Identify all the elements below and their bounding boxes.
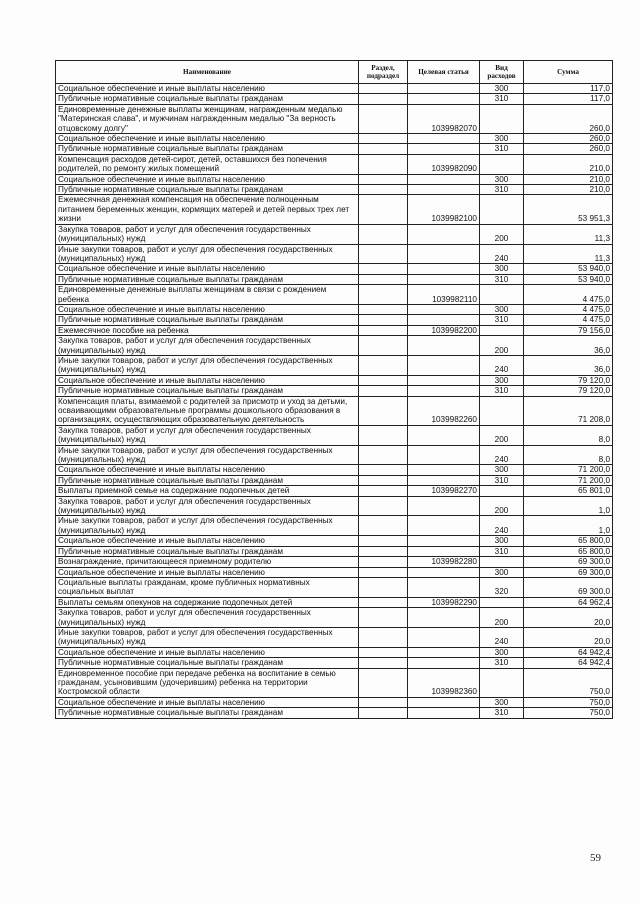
cell-sum: 750,0 <box>524 708 613 718</box>
cell-target <box>408 658 480 668</box>
header-sum: Сумма <box>524 61 613 84</box>
table-row <box>56 516 613 536</box>
table-row <box>56 557 613 567</box>
cell-name: Иные закупки товаров, работ и услуг для обеспечения государственных (муниципальных) нужд <box>56 627 359 647</box>
cell-section <box>359 264 408 274</box>
cell-sum: 210,0 <box>524 174 613 184</box>
cell-name: Компенсация платы, взимаемой с родителей за присмотр и уход за детьми, осваивающими образовательные программы дошкольного образования в организациях, осуществляющих образовательную деятельность <box>56 396 359 425</box>
cell-section <box>359 325 408 335</box>
cell-name: Социальное обеспечение и иные выплаты населению <box>56 134 359 144</box>
cell-type: 310 <box>480 274 524 284</box>
cell-sum: 65 800,0 <box>524 546 613 556</box>
cell-type: 240 <box>480 627 524 647</box>
table-body <box>56 84 613 719</box>
cell-section <box>359 465 408 475</box>
cell-name: Закупка товаров, работ и услуг для обеспечения государственных (муниципальных) нужд <box>56 608 359 628</box>
cell-name: Иные закупки товаров, работ и услуг для обеспечения государственных (муниципальных) нужд <box>56 516 359 536</box>
cell-type: 300 <box>480 304 524 314</box>
cell-sum: 69 300,0 <box>524 577 613 597</box>
cell-target <box>408 375 480 385</box>
cell-type <box>480 285 524 305</box>
cell-section <box>359 104 408 133</box>
table-row <box>56 84 613 94</box>
cell-target <box>408 94 480 104</box>
cell-section <box>359 627 408 647</box>
cell-name: Публичные нормативные социальные выплаты гражданам <box>56 658 359 668</box>
cell-target <box>408 496 480 516</box>
cell-type: 240 <box>480 516 524 536</box>
table-row <box>56 396 613 425</box>
cell-target <box>408 516 480 536</box>
cell-name: Закупка товаров, работ и услуг для обеспечения государственных (муниципальных) нужд <box>56 224 359 244</box>
cell-name: Социальные выплаты гражданам, кроме публичных нормативных социальных выплат <box>56 577 359 597</box>
cell-name: Социальное обеспечение и иные выплаты населению <box>56 174 359 184</box>
cell-sum: 65 801,0 <box>524 486 613 496</box>
cell-section <box>359 386 408 396</box>
cell-name: Социальное обеспечение и иные выплаты населению <box>56 536 359 546</box>
cell-sum: 69 300,0 <box>524 557 613 567</box>
cell-target: 1039982070 <box>408 104 480 133</box>
cell-name: Публичные нормативные социальные выплаты гражданам <box>56 386 359 396</box>
cell-sum: 260,0 <box>524 144 613 154</box>
cell-target <box>408 697 480 707</box>
cell-name: Иные закупки товаров, работ и услуг для обеспечения государственных (муниципальных) нужд <box>56 355 359 375</box>
cell-name: Публичные нормативные социальные выплаты гражданам <box>56 315 359 325</box>
cell-type <box>480 597 524 607</box>
cell-target <box>408 445 480 465</box>
cell-section <box>359 195 408 224</box>
table-row <box>56 668 613 697</box>
cell-target <box>408 577 480 597</box>
cell-sum: 210,0 <box>524 185 613 195</box>
cell-name: Социальное обеспечение и иные выплаты населению <box>56 465 359 475</box>
cell-type: 240 <box>480 445 524 465</box>
cell-section <box>359 134 408 144</box>
cell-target <box>408 647 480 657</box>
table-row <box>56 496 613 516</box>
table-row <box>56 195 613 224</box>
cell-sum: 64 942,4 <box>524 647 613 657</box>
cell-name: Социальное обеспечение и иные выплаты населению <box>56 264 359 274</box>
cell-section <box>359 647 408 657</box>
cell-type: 300 <box>480 567 524 577</box>
cell-type: 200 <box>480 608 524 628</box>
cell-name: Иные закупки товаров, работ и услуг для обеспечения государственных (муниципальных) нужд <box>56 445 359 465</box>
cell-sum: 8,0 <box>524 425 613 445</box>
cell-sum: 71 200,0 <box>524 465 613 475</box>
cell-target <box>408 185 480 195</box>
table-row <box>56 244 613 264</box>
table-row <box>56 536 613 546</box>
cell-section <box>359 274 408 284</box>
cell-sum: 71 208,0 <box>524 396 613 425</box>
cell-name: Публичные нормативные социальные выплаты гражданам <box>56 475 359 485</box>
cell-name: Ежемесячное пособие на ребенка <box>56 325 359 335</box>
cell-type <box>480 668 524 697</box>
table-row <box>56 144 613 154</box>
cell-type: 320 <box>480 577 524 597</box>
cell-name: Публичные нормативные социальные выплаты гражданам <box>56 144 359 154</box>
cell-name: Публичные нормативные социальные выплаты гражданам <box>56 185 359 195</box>
cell-sum: 750,0 <box>524 668 613 697</box>
header-type: Вид расходов <box>480 61 524 84</box>
cell-sum: 11,3 <box>524 244 613 264</box>
table-row <box>56 577 613 597</box>
cell-section <box>359 224 408 244</box>
cell-name: Закупка товаров, работ и услуг для обеспечения государственных (муниципальных) нужд <box>56 496 359 516</box>
cell-type: 240 <box>480 244 524 264</box>
cell-target <box>408 567 480 577</box>
cell-section <box>359 475 408 485</box>
cell-target <box>408 608 480 628</box>
cell-sum: 79 120,0 <box>524 375 613 385</box>
table-row <box>56 154 613 174</box>
cell-sum: 53 940,0 <box>524 264 613 274</box>
table-row <box>56 104 613 133</box>
cell-name: Единовременное пособие при передаче ребенка на воспитание в семью гражданам, усыновившим (удочерившим) ребенка на территории Костромской области <box>56 668 359 697</box>
cell-type: 300 <box>480 174 524 184</box>
table-row <box>56 264 613 274</box>
cell-sum: 210,0 <box>524 154 613 174</box>
table-row <box>56 224 613 244</box>
table-row <box>56 465 613 475</box>
cell-name: Социальное обеспечение и иные выплаты населению <box>56 647 359 657</box>
cell-target <box>408 627 480 647</box>
cell-type: 310 <box>480 475 524 485</box>
cell-name: Публичные нормативные социальные выплаты гражданам <box>56 708 359 718</box>
cell-target <box>408 336 480 356</box>
cell-sum: 64 962,4 <box>524 597 613 607</box>
table-row <box>56 658 613 668</box>
table-row <box>56 285 613 305</box>
cell-type: 200 <box>480 336 524 356</box>
cell-sum: 53 951,3 <box>524 195 613 224</box>
cell-target <box>408 386 480 396</box>
cell-section <box>359 608 408 628</box>
cell-section <box>359 185 408 195</box>
cell-section <box>359 174 408 184</box>
cell-target <box>408 425 480 445</box>
table-row <box>56 315 613 325</box>
header-target: Целевая статья <box>408 61 480 84</box>
cell-type <box>480 325 524 335</box>
cell-type <box>480 557 524 567</box>
cell-target: 1039982200 <box>408 325 480 335</box>
cell-target <box>408 708 480 718</box>
cell-section <box>359 304 408 314</box>
cell-name: Закупка товаров, работ и услуг для обеспечения государственных (муниципальных) нужд <box>56 425 359 445</box>
cell-section <box>359 567 408 577</box>
cell-section <box>359 546 408 556</box>
cell-type <box>480 104 524 133</box>
cell-name: Выплаты приемной семье на содержание подопечных детей <box>56 486 359 496</box>
cell-section <box>359 144 408 154</box>
cell-target <box>408 315 480 325</box>
cell-type: 310 <box>480 94 524 104</box>
table-row <box>56 608 613 628</box>
cell-target: 1039982280 <box>408 557 480 567</box>
cell-section <box>359 445 408 465</box>
cell-sum: 4 475,0 <box>524 304 613 314</box>
cell-target <box>408 84 480 94</box>
table-row <box>56 567 613 577</box>
cell-section <box>359 557 408 567</box>
table-row <box>56 355 613 375</box>
table-row <box>56 375 613 385</box>
cell-target <box>408 274 480 284</box>
table-row <box>56 174 613 184</box>
cell-target: 1039982290 <box>408 597 480 607</box>
cell-name: Иные закупки товаров, работ и услуг для обеспечения государственных (муниципальных) нужд <box>56 244 359 264</box>
header-name: Наименование <box>56 61 359 84</box>
cell-target <box>408 546 480 556</box>
table-row <box>56 445 613 465</box>
table-row <box>56 274 613 284</box>
cell-sum: 4 475,0 <box>524 285 613 305</box>
cell-sum: 4 475,0 <box>524 315 613 325</box>
table-row <box>56 486 613 496</box>
table-row <box>56 94 613 104</box>
table-row <box>56 134 613 144</box>
cell-type <box>480 396 524 425</box>
cell-section <box>359 697 408 707</box>
cell-name: Вознаграждение, причитающееся приемному родителю <box>56 557 359 567</box>
cell-type: 200 <box>480 425 524 445</box>
cell-section <box>359 285 408 305</box>
table-row <box>56 708 613 718</box>
table-row <box>56 597 613 607</box>
cell-name: Социальное обеспечение и иные выплаты населению <box>56 567 359 577</box>
cell-section <box>359 396 408 425</box>
cell-sum: 8,0 <box>524 445 613 465</box>
table-row <box>56 185 613 195</box>
cell-section <box>359 154 408 174</box>
cell-section <box>359 486 408 496</box>
cell-name: Социальное обеспечение и иные выплаты населению <box>56 84 359 94</box>
cell-name: Единовременные денежные выплаты женщинам в связи с рождением ребенка <box>56 285 359 305</box>
cell-sum: 117,0 <box>524 84 613 94</box>
table-row <box>56 697 613 707</box>
cell-section <box>359 496 408 516</box>
cell-section <box>359 315 408 325</box>
cell-sum: 79 156,0 <box>524 325 613 335</box>
cell-type: 310 <box>480 386 524 396</box>
cell-section <box>359 425 408 445</box>
cell-target <box>408 134 480 144</box>
cell-sum: 1,0 <box>524 496 613 516</box>
cell-target <box>408 475 480 485</box>
table-row <box>56 627 613 647</box>
cell-sum: 20,0 <box>524 608 613 628</box>
table-row <box>56 546 613 556</box>
cell-type: 310 <box>480 315 524 325</box>
cell-sum: 260,0 <box>524 104 613 133</box>
cell-sum: 79 120,0 <box>524 386 613 396</box>
cell-target <box>408 355 480 375</box>
budget-table <box>55 60 613 719</box>
table-header <box>56 61 613 84</box>
cell-name: Социальное обеспечение и иные выплаты населению <box>56 375 359 385</box>
cell-sum: 750,0 <box>524 697 613 707</box>
cell-type <box>480 154 524 174</box>
cell-target: 1039982270 <box>408 486 480 496</box>
table-row <box>56 304 613 314</box>
cell-type: 200 <box>480 224 524 244</box>
cell-target <box>408 224 480 244</box>
cell-section <box>359 597 408 607</box>
cell-type: 300 <box>480 465 524 475</box>
cell-section <box>359 244 408 264</box>
table-row <box>56 425 613 445</box>
cell-type <box>480 195 524 224</box>
cell-sum: 71 200,0 <box>524 475 613 485</box>
cell-type: 300 <box>480 647 524 657</box>
cell-sum: 36,0 <box>524 336 613 356</box>
cell-name: Социальное обеспечение и иные выплаты населению <box>56 697 359 707</box>
cell-sum: 53 940,0 <box>524 274 613 284</box>
cell-target <box>408 536 480 546</box>
cell-name: Публичные нормативные социальные выплаты гражданам <box>56 274 359 284</box>
cell-sum: 69 300,0 <box>524 567 613 577</box>
cell-type: 310 <box>480 658 524 668</box>
cell-name: Социальное обеспечение и иные выплаты населению <box>56 304 359 314</box>
cell-target <box>408 174 480 184</box>
cell-sum: 65 800,0 <box>524 536 613 546</box>
cell-section <box>359 516 408 536</box>
cell-name: Выплаты семьям опекунов на содержание подопечных детей <box>56 597 359 607</box>
cell-section <box>359 536 408 546</box>
cell-name: Ежемесячная денежная компенсация на обеспечение полноценным питанием беременных женщин, кормящих матерей и детей первых трех лет жизни <box>56 195 359 224</box>
cell-target <box>408 304 480 314</box>
cell-target <box>408 264 480 274</box>
cell-type: 310 <box>480 546 524 556</box>
cell-section <box>359 375 408 385</box>
cell-type: 300 <box>480 264 524 274</box>
page-number: 59 <box>590 852 601 864</box>
cell-target: 1039982360 <box>408 668 480 697</box>
cell-section <box>359 336 408 356</box>
cell-sum: 20,0 <box>524 627 613 647</box>
cell-name: Единовременные денежные выплаты женщинам, награжденным медалью "Материнская слава", и мужчинам награжденным медалью "За верность отцовскому долгу" <box>56 104 359 133</box>
cell-sum: 11,3 <box>524 224 613 244</box>
cell-type: 300 <box>480 697 524 707</box>
table-row <box>56 336 613 356</box>
cell-type: 200 <box>480 496 524 516</box>
cell-section <box>359 84 408 94</box>
cell-type: 300 <box>480 375 524 385</box>
header-section: Раздел, подраздел <box>359 61 408 84</box>
cell-type: 240 <box>480 355 524 375</box>
cell-section <box>359 577 408 597</box>
cell-section <box>359 94 408 104</box>
cell-section <box>359 355 408 375</box>
cell-target <box>408 144 480 154</box>
cell-target: 1039982100 <box>408 195 480 224</box>
cell-name: Публичные нормативные социальные выплаты гражданам <box>56 546 359 556</box>
table-row <box>56 647 613 657</box>
cell-target <box>408 244 480 264</box>
cell-sum: 260,0 <box>524 134 613 144</box>
table-row <box>56 386 613 396</box>
cell-name: Закупка товаров, работ и услуг для обеспечения государственных (муниципальных) нужд <box>56 336 359 356</box>
cell-target: 1039982110 <box>408 285 480 305</box>
header-row <box>56 61 613 84</box>
cell-sum: 64 942,4 <box>524 658 613 668</box>
cell-section <box>359 658 408 668</box>
cell-target: 1039982260 <box>408 396 480 425</box>
cell-target <box>408 465 480 475</box>
cell-sum: 117,0 <box>524 94 613 104</box>
cell-sum: 1,0 <box>524 516 613 536</box>
cell-target: 1039982090 <box>408 154 480 174</box>
cell-type: 300 <box>480 536 524 546</box>
table-row <box>56 325 613 335</box>
table-row <box>56 475 613 485</box>
cell-type: 300 <box>480 134 524 144</box>
cell-section <box>359 668 408 697</box>
cell-type: 300 <box>480 84 524 94</box>
cell-type: 310 <box>480 708 524 718</box>
cell-type: 310 <box>480 185 524 195</box>
cell-sum: 36,0 <box>524 355 613 375</box>
cell-type: 310 <box>480 144 524 154</box>
cell-name: Публичные нормативные социальные выплаты гражданам <box>56 94 359 104</box>
cell-name: Компенсация расходов детей-сирот, детей, оставшихся без попечения родителей, по ремонту жилых помещений <box>56 154 359 174</box>
cell-section <box>359 708 408 718</box>
cell-type <box>480 486 524 496</box>
